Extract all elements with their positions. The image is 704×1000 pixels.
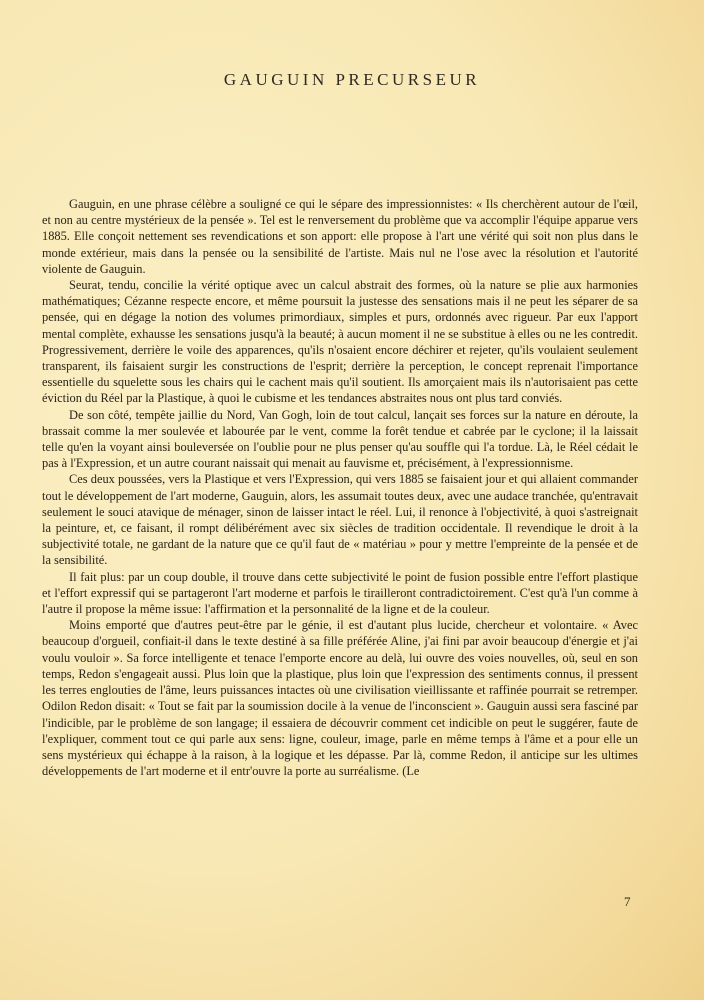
paragraph: Moins emporté que d'autres peut-être par le génie, il est d'autant plus lucide, chercheur et volontaire. « Avec beaucoup d'orgueil, confiait-il dans le texte destiné à sa fille préférée Aline, j'ai fini par avoir beaucoup d'énergie et j'ai voulu vouloir ». Sa force intelligente et tenace l'emporte encore au delà, lui ouvre des voies nouvelles, où, seul en son temps, Redon s'engageait aussi. Plus loin que la plastique, plus loin que l'expression des sentiments connus, il pressent les terres englouties de l'âme, leurs puissances intactes où une civilisation vieillissante et raffinée pourrait se retremper. Odilon Redon disait: « Tout se fait par la soumission docile à la venue de l'inconscient ». Gauguin aussi sera fasciné par l'indicible, par le problème de son langage; il essaiera de découvrir comment cet indicible on peut le suggérer, faute de l'expliquer, comment tout ce qui parle aux sens: ligne, couleur, image, parle en même temps à l'âme et a pour elle un sens mystérieux qui échappe à la raison, à la logique et les dépasse. Par là, comme Redon, il anticipe sur les ultimes développements de l'art moderne et il entr'ouvre la porte au surréalisme. (Le	[42, 618, 638, 779]
paragraph: Ces deux poussées, vers la Plastique et vers l'Expression, qui vers 1885 se faisaient jour et qui allaient commander tout le développement de l'art moderne, Gauguin, alors, les assumait toutes deux, avec une audace tranchée, qu'entravait seulement le souci atavique de ménager, sinon de laisser intact le réel. Lui, il renonce à l'objectivité, à quoi s'astreignait la peinture, et, ce faisant, il rompt délibérément avec six siècles de tradition occidentale. Il revendique le droit à la subjectivité totale, ne gardant de la nature que ce qu'il faut de « matériau » pour y mettre l'empreinte de la pensée et de la sensibilité.	[42, 472, 638, 568]
paragraph: Gauguin, en une phrase célèbre a souligné ce qui le sépare des impressionnistes: « Ils cherchèrent autour de l'œil, et non au centre mystérieux de la pensée ». Tel est le renversement du problème que va accomplir l'équipe apparue vers 1885. Elle conçoit nettement ses revendications et son apport: elle propose à l'art une vérité qui soit non plus dans le monde extérieur, mais dans la pensée ou la sensibilité de l'artiste. Mais nul ne l'ose avec la résolution et l'autorité violente de Gauguin.	[42, 197, 638, 276]
paragraph: De son côté, tempête jaillie du Nord, Van Gogh, loin de tout calcul, lançait ses forces sur la nature en déroute, la brassait comme la mer soulevée et labourée par le vent, comme la forêt tendue et cabrée par le cyclone; il la laissait telle qu'en la voyant ainsi bouleversée on l'oublie pour ne plus penser qu'au souffle qui l'a tordue. Là, le Réel cédait le pas à l'Expression, et un autre courant naissait qui menait au fauvisme et, précisément, à l'expressionnisme.	[42, 407, 638, 471]
paragraph: Il fait plus: par un coup double, il trouve dans cette subjectivité le point de fusion possible entre l'effort plastique et l'effort expressif qui se partageront l'art moderne et parfois le tirailleront contradictoirement. C'est qu'à l'un comme à l'autre il propose la même issue: l'affirmation et la personnalité de la ligne et de la couleur.	[42, 569, 638, 617]
page-number: 7	[624, 894, 631, 909]
paragraph: Seurat, tendu, concilie la vérité optique avec un calcul abstrait des formes, où la nature se plie aux harmonies mathématiques; Cézanne respecte encore, et même poursuit la justesse des sensations mais il ne peut les séparer de sa pensée, qui en dégage la notion des volumes primordiaux, simples et purs, ordonnés avec rigueur. Par eux l'apport mental complète, exhausse les sensations jusqu'à la beauté; à aucun moment il ne se substitue à elles ou ne les contredit. Progressivement, derrière le voile des apparences, qu'ils n'osaient encore déchirer et rejeter, qu'ils voulaient seulement transparent, ils faisaient surgir les constructions de l'esprit; derrière la perception, le concept reprenait l'importance essentielle du squelette sous les chairs qui le cachent mais qu'il soutient. Ils amorçaient mais ils n'autorisaient pas cette éviction du Réel par la Plastique, à quoi le cubisme et les tendances abstraites nous ont plus tard conviés.	[42, 278, 638, 406]
page-title: GAUGUIN PRECURSEUR	[223, 70, 481, 89]
body-text	[42, 196, 638, 779]
